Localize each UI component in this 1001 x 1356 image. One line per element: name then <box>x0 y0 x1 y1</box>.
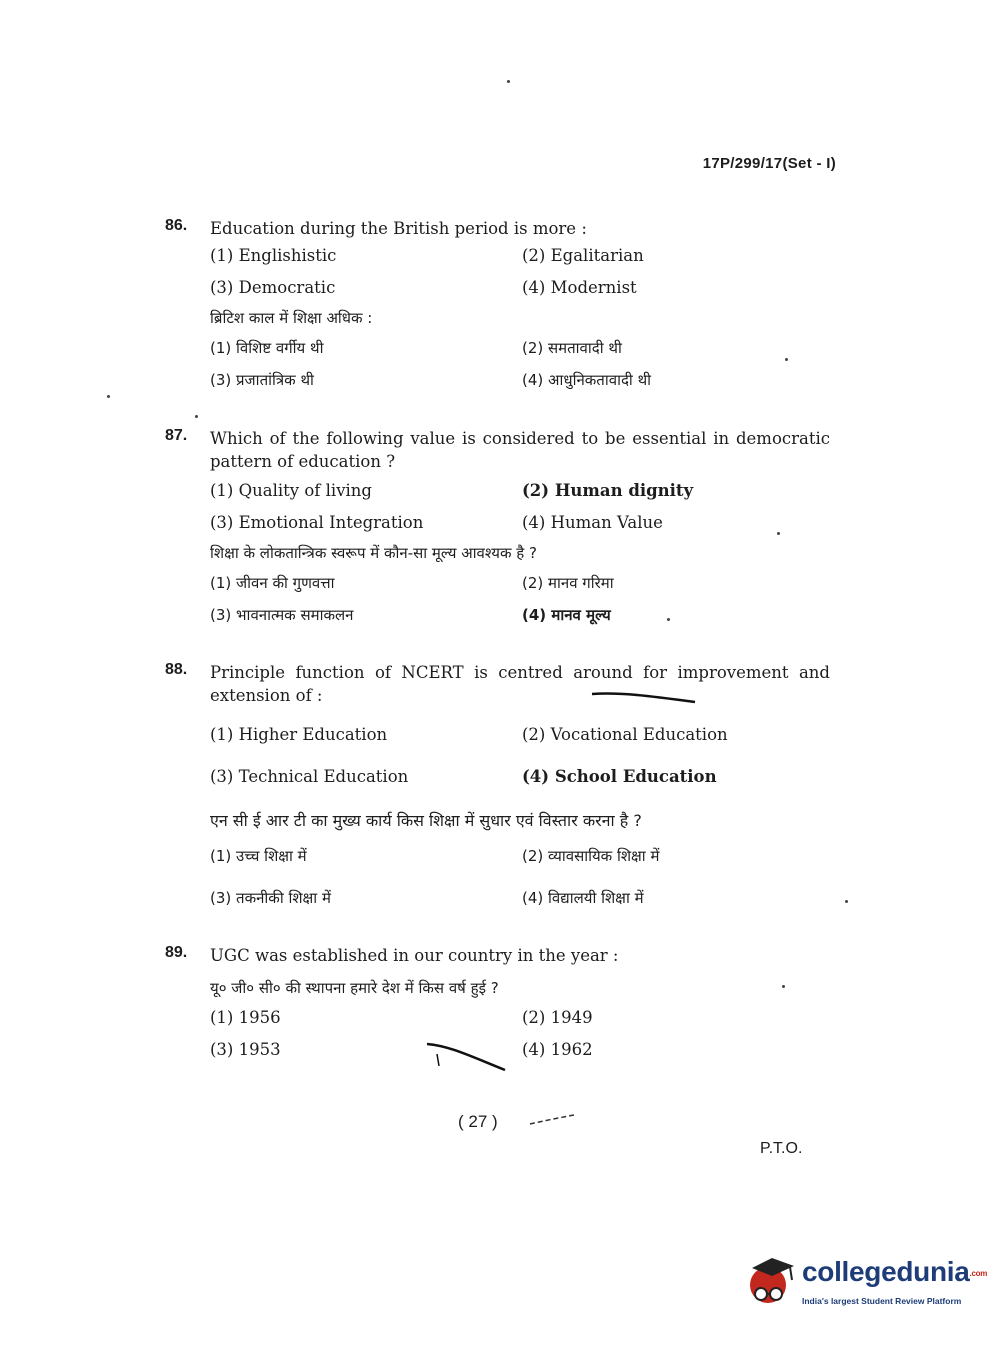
pen-dash-mark <box>528 1112 578 1128</box>
option-3: (3) Democratic <box>210 278 336 297</box>
option-4: (4) 1962 <box>522 1040 593 1059</box>
question-number: 89. <box>165 944 188 961</box>
option-4-hi: (4) आधुनिकतावादी थी <box>522 371 652 389</box>
scan-speck <box>107 395 110 398</box>
options-hi <box>210 846 830 930</box>
option-4-hi: (4) मानव मूल्य <box>522 606 611 624</box>
collegedunia-watermark <box>742 1250 988 1314</box>
scan-speck <box>507 80 510 83</box>
question-text-hi: ब्रिटिश काल में शिक्षा अधिक : <box>210 309 373 327</box>
options-en <box>210 246 830 310</box>
option-4: (4) Modernist <box>522 278 637 297</box>
option-2-hi: (2) व्यावसायिक शिक्षा में <box>522 847 660 865</box>
pto-label: P.T.O. <box>760 1140 803 1157</box>
question-text-hi: यू० जी० सी० की स्थापना हमारे देश में किस वर्ष हुई ? <box>210 979 499 997</box>
option-2: (2) Vocational Education <box>522 725 728 744</box>
options-hi <box>210 338 830 402</box>
paper-code: 17P/299/17(Set - I) <box>702 155 836 172</box>
question-text-en: UGC was established in our country in the year : <box>210 946 619 965</box>
option-4: (4) Human Value <box>522 513 663 532</box>
scan-speck <box>195 415 198 418</box>
option-3: (3) Emotional Integration <box>210 513 424 532</box>
option-1-hi: (1) विशिष्ट वर्गीय थी <box>210 339 324 357</box>
scan-speck <box>845 900 848 903</box>
question-text-hi: एन सी ई आर टी का मुख्य कार्य किस शिक्षा में सुधार एवं विस्तार करना है ? <box>210 811 642 830</box>
option-2-hi: (2) मानव गरिमा <box>522 574 614 592</box>
question-text-en: Which of the following value is considered to be essential in democratic pattern of education ? <box>210 429 830 471</box>
option-3-hi: (3) भावनात्मक समाकलन <box>210 606 354 624</box>
option-1-hi: (1) जीवन की गुणवत्ता <box>210 574 335 592</box>
option-3: (3) Technical Education <box>210 767 409 786</box>
collegedunia-logo-icon <box>742 1250 800 1310</box>
question-number: 86. <box>165 217 188 234</box>
question-number: 88. <box>165 661 188 678</box>
question-86 <box>165 217 830 402</box>
pen-underline-mark <box>590 688 700 708</box>
question-text-en: Education during the British period is more : <box>210 219 587 238</box>
question-text-hi: शिक्षा के लोकतान्त्रिक स्वरूप में कौन-सा मूल्य आवश्यक है ? <box>210 544 537 562</box>
brand-name <box>802 1256 987 1288</box>
options-en <box>210 481 830 545</box>
option-1: (1) 1956 <box>210 1008 281 1027</box>
option-3-hi: (3) तकनीकी शिक्षा में <box>210 889 331 907</box>
option-4-hi: (4) विद्यालयी शिक्षा में <box>522 889 644 907</box>
question-88 <box>165 661 830 930</box>
option-2: (2) Human dignity <box>522 481 694 500</box>
option-1: (1) Higher Education <box>210 725 388 744</box>
options <box>210 1008 830 1072</box>
brand-name-text: collegedunia <box>802 1256 970 1287</box>
options-en <box>210 725 830 809</box>
option-1: (1) Quality of living <box>210 481 372 500</box>
options-hi <box>210 573 830 637</box>
question-text-en: Principle function of NCERT is centred around for improvement and extension of : <box>210 663 830 705</box>
brand-tagline: India's largest Student Review Platform <box>802 1296 962 1306</box>
option-2: (2) Egalitarian <box>522 246 644 265</box>
option-1-hi: (1) उच्च शिक्षा में <box>210 847 307 865</box>
pen-stroke-mark <box>425 1040 510 1076</box>
option-2: (2) 1949 <box>522 1008 593 1027</box>
question-number: 87. <box>165 427 188 444</box>
option-1: (1) Englishistic <box>210 246 337 265</box>
option-4: (4) School Education <box>522 767 717 786</box>
question-87 <box>165 427 830 637</box>
option-3: (3) 1953 <box>210 1040 281 1059</box>
option-3-hi: (3) प्रजातांत्रिक थी <box>210 371 314 389</box>
page-number: ( 27 ) <box>458 1112 498 1131</box>
option-2-hi: (2) समतावादी थी <box>522 339 622 357</box>
brand-suffix: .com <box>969 1269 988 1279</box>
